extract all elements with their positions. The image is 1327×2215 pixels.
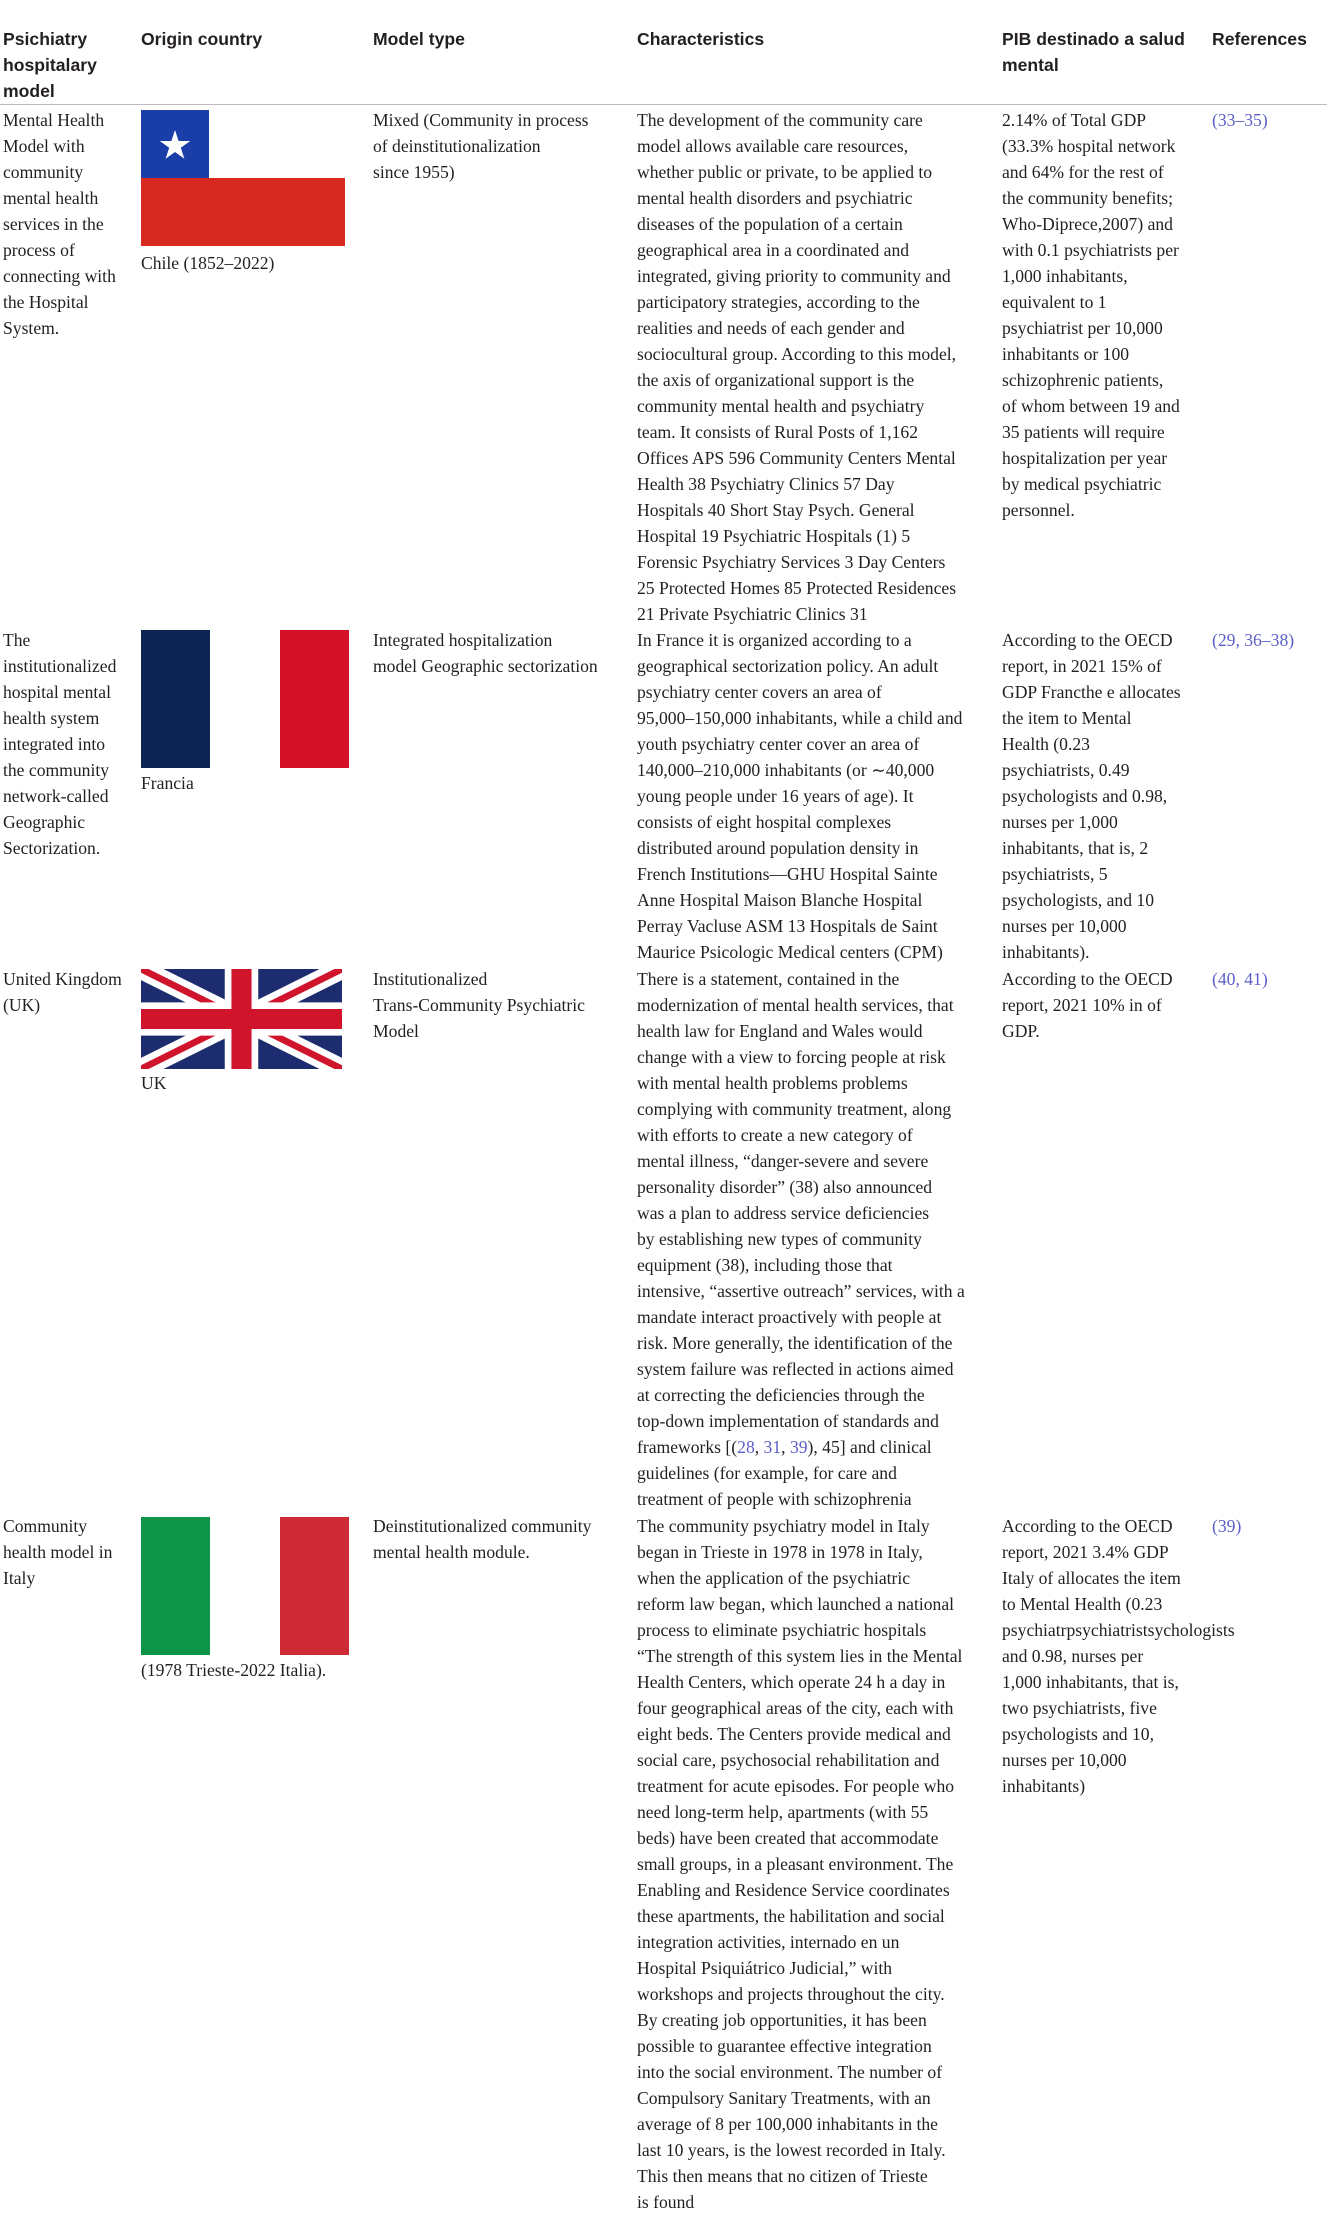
- header-pib: PIB destinado a salud mental: [1002, 29, 1185, 75]
- france-flag-icon: [141, 630, 349, 768]
- ref-paren-close: ): [1235, 1516, 1242, 1536]
- ref-link-38[interactable]: 38: [1270, 630, 1289, 650]
- ref-sep: –: [1261, 630, 1271, 650]
- row-italy-references: [1212, 1513, 1324, 1539]
- row-france-references: [1212, 627, 1324, 653]
- ref-paren-open: (: [1212, 1516, 1218, 1536]
- cropped-caption-strip: [0, 0, 1327, 10]
- row-france-characteristics: In France it is organized according to a geographical sectorization policy. An adult psychiatry center covers an area of 95,000–150,000 inhabitants, while a child and youth psychiatry center cover an area of 140,000–210,000 inhabitants (or ∼40,000 young people under 16 years of age). It consists of eight hospital complexes distributed around population density in French Institutions—GHU Hospital Sainte Anne Hospital Maison Blanche Hospital Perray Vacluse ASM 13 Hospitals de Saint Maurice Psicologic Medical centers (CPM): [637, 630, 963, 962]
- ref-sep: ,: [1235, 630, 1245, 650]
- row-italy-characteristics: The community psychiatry model in Italy began in Trieste in 1978 in 1978 in Italy, when the application of the psychiatric reform law began, which launched a national process to eliminate psychiatric hospitals “The strength of this system lies in the Mental Health Centers, which operate 24 h a day in four geographical areas of the city, each with eight beds. The Centers provide medical and social care, psychosocial rehabilitation and treatment for acute episodes. For people who need long-term help, apartments (with 55 beds) have been created that accommodate small groups, in a pleasant environment. The Enabling and Residence Service coordinates these apartments, the habilitation and social integration activities, internado en un Hospital Psiquiátrico Judicial,” with workshops and projects throughout the city. By creating job opportunities, it has been possible to guarantee effective integration into the social environment. The number of Compulsory Sanitary Treatments, with an average of 8 per 100,000 inhabitants in the last 10 years, is the lowest recorded in Italy. This then means that no citizen of Trieste is found: [637, 1516, 963, 2212]
- ref-link-33[interactable]: 33: [1217, 110, 1236, 130]
- ref-link-31[interactable]: 31: [763, 1437, 782, 1457]
- row-chile-model: Mental Health Model with community mental health services in the process of connecting with the Hospital System.: [3, 110, 116, 338]
- row-chile-type: Mixed (Community in process of deinstitutionalization since 1955): [373, 110, 589, 182]
- ref-link-39[interactable]: 39: [1217, 1516, 1236, 1536]
- row-uk-pib: According to the OECD report, 2021 10% in of GDP.: [1002, 969, 1173, 1041]
- row-chile-characteristics: The development of the community care model allows available care resources, whether public or private, to be applied to mental health disorders and psychiatric diseases of the population of a certain geographical area in a coordinated and integrated, giving priority to community and participatory strategies, according to the realities and needs of each gender and sociocultural group. According to this model, the axis of organizational support is the community mental health and psychiatry team. It consists of Rural Posts of 1,162 Offices APS 596 Community Centers Mental Health 38 Psychiatry Clinics 57 Day Hospitals 40 Short Stay Psych. General Hospital 19 Psychiatric Hospitals (1) 5 Forensic Psychiatry Services 3 Day Centers 25 Protected Homes 85 Protected Residences 21 Private Psychiatric Clinics 31: [637, 110, 957, 624]
- header-model-type: Model type: [373, 29, 465, 49]
- ref-paren-close: ): [1261, 110, 1268, 130]
- ref-paren-close: ): [1288, 630, 1295, 650]
- ref-link-28[interactable]: 28: [737, 1437, 755, 1457]
- ref-paren-open: (: [1212, 630, 1218, 650]
- row-france-pib: According to the OECD report, in 2021 15% of GDP Francthe e allocates the item to Mental Health (0.23 psychiatrists, 0.49 psychologists and 0.98, nurses per 1,000 inhabitants, that is, 2 psychiatrists, 5 psychologists, and 10 nurses per 10,000 inhabitants).: [1002, 630, 1181, 962]
- header-references: References: [1212, 29, 1307, 49]
- row-france-country: Francia: [141, 773, 194, 793]
- chile-flag-icon: [141, 110, 345, 246]
- ref-link-39[interactable]: 39: [789, 1437, 808, 1457]
- uk-characteristics-part-a: There is a statement, contained in the modernization of mental health services, that health law for England and Wales would change with a view to forcing people at risk with mental health problems problems complying with community treatment, along with efforts to create a new category of mental illness, “danger-severe and severe personality disorder” (38) also announced was a plan to address service deficiencies by establishing new types of community equipment (38), including those that intensive, “assertive outreach” services, with a mandate interact proactively with people at risk. More generally, the identification of the system failure was reflected in actions aimed at correcting the deficiencies through the top-down implementation of standards and frameworks [(: [637, 969, 965, 1457]
- row-france-type: Integrated hospitalization model Geographic sectorization: [373, 630, 598, 676]
- ref-sep: ,: [1235, 969, 1245, 989]
- ref-link-29[interactable]: 29: [1217, 630, 1236, 650]
- row-uk-references: [1212, 966, 1324, 992]
- ref-sep: –: [1235, 110, 1245, 130]
- italy-flag-icon: [141, 1517, 349, 1655]
- uk-flag-icon: [141, 969, 342, 1069]
- row-italy-pib: According to the OECD report, 2021 3.4% GDP Italy of allocates the item to Mental Health (0.23 psychiatrpsychiatristsychologists and 0.98, nurses per 1,000 inhabitants, that is, two psychiatrists, five psychologists and 10, nurses per 10,000 inhabitants): [1002, 1516, 1235, 1796]
- row-italy-model: Community health model in Italy: [3, 1516, 113, 1588]
- ref-paren-open: (: [1212, 969, 1218, 989]
- row-italy-country: (1978 Trieste-2022 Italia).: [141, 1660, 327, 1680]
- row-italy-type: Deinstitutionalized community mental health module.: [373, 1516, 592, 1562]
- ref-link-41[interactable]: 41: [1244, 969, 1262, 989]
- uk-characteristics-part-b: ), 45] and clinical guidelines (for example, for care and treatment of people with schizophrenia: [637, 1437, 932, 1509]
- row-chile-pib: 2.14% of Total GDP (33.3% hospital network and 64% for the rest of the community benefits; Who-Diprece,2007) and with 0.1 psychiatrists per 1,000 inhabitants, equivalent to 1 psychiatrist per 10,000 inhabitants or 100 schizophrenic patients, of whom between 19 and 35 patients will require hospitalization per year by medical psychiatric personnel.: [1002, 110, 1180, 520]
- row-chile-references: [1212, 107, 1324, 133]
- ref-link-35[interactable]: 35: [1244, 110, 1262, 130]
- header-characteristics: Characteristics: [637, 29, 765, 49]
- row-chile-country: Chile (1852–2022): [141, 253, 275, 273]
- header-divider: [0, 104, 1327, 105]
- row-uk-type: Institutionalized Trans-Community Psychiatric Model: [373, 969, 585, 1041]
- ref-paren-open: (: [1212, 110, 1218, 130]
- ref-paren-close: ): [1261, 969, 1268, 989]
- row-uk-country: UK: [141, 1073, 167, 1093]
- row-uk-model: United Kingdom (UK): [3, 969, 122, 1015]
- ref-link-40[interactable]: 40: [1217, 969, 1236, 989]
- row-uk-characteristics: There is a statement, contained in the modernization of mental health services, that health law for England and Wales would change with a view to forcing people at risk with mental health problems problems complying with community treatment, along with efforts to create a new category of mental illness, “danger-severe and severe personality disorder” (38) also announced was a plan to address service deficiencies by establishing new types of community equipment (38), including those that intensive, “assertive outreach” services, with a mandate interact proactively with people at risk. More generally, the identification of the system failure was reflected in actions aimed at correcting the deficiencies through the top-down implementation of standards and frameworks [(28, 31, 39), 45] and clinical guidelines (for example, for care and treatment of people with schizophrenia: [637, 969, 965, 1509]
- header-model: Psichiatry hospitalary model: [3, 29, 97, 101]
- ref-link-36[interactable]: 36: [1244, 630, 1262, 650]
- header-origin-country: Origin country: [141, 29, 263, 49]
- row-france-model: The institutionalized hospital mental health system integrated into the community network-called Geographic Sectorization.: [3, 630, 117, 858]
